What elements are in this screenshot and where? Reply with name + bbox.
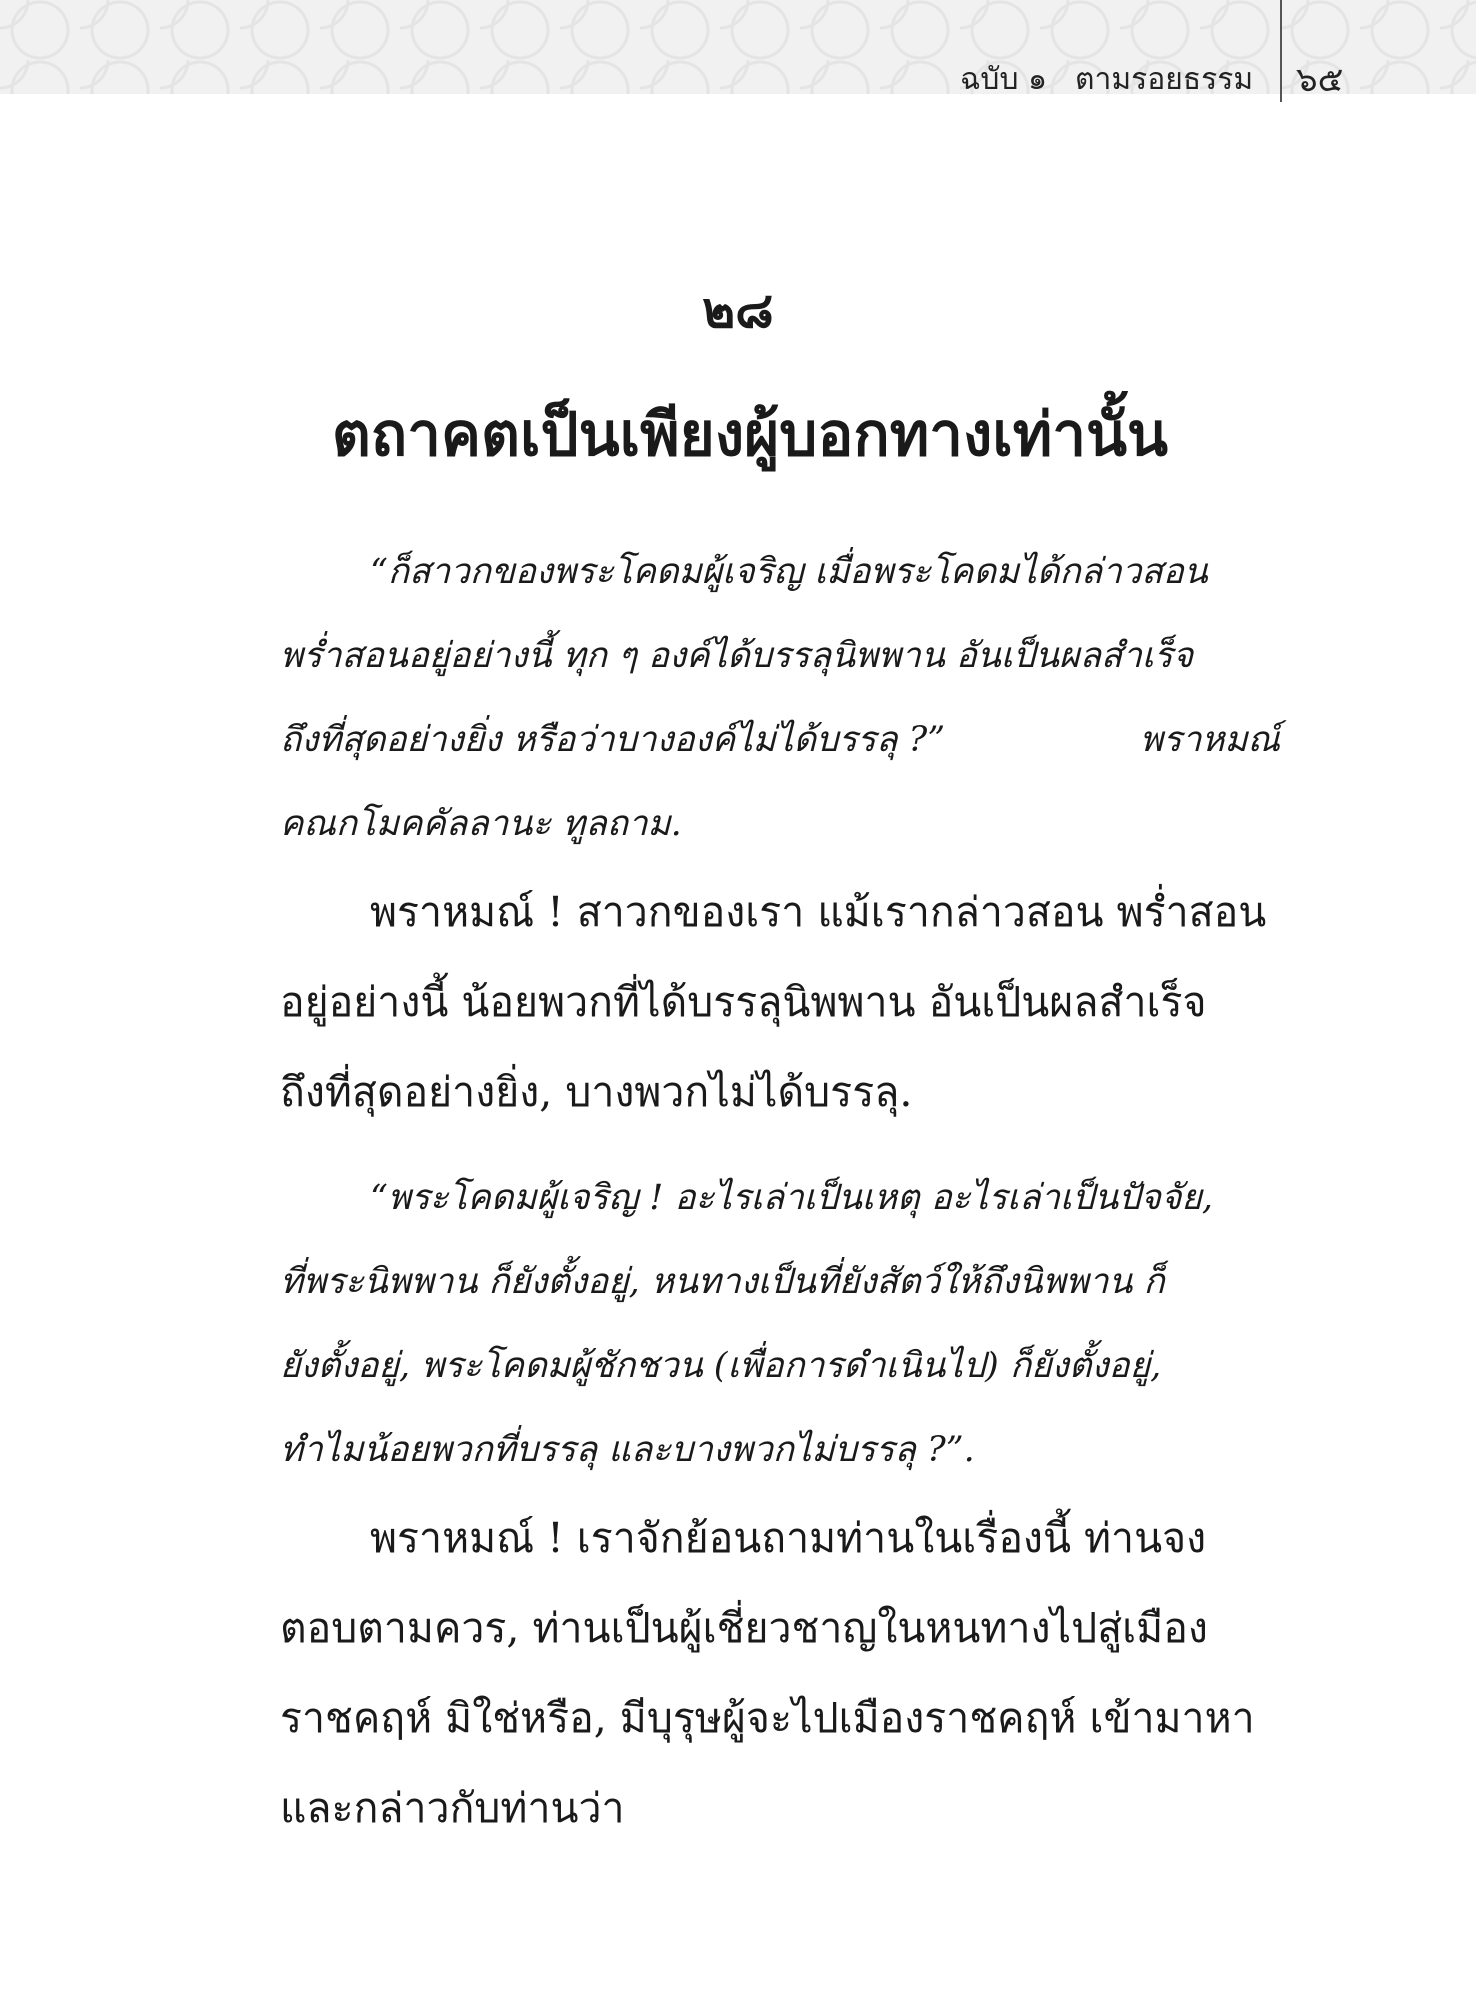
para4-line1: พราหมณ์ ! เราจักย้อนถามท่านในเรื่องนี้ ท่านจง [370,1514,1207,1562]
chapter-number: ๒๘ [702,280,774,339]
para1-line4: คณกโมคคัลลานะ ทูลถาม. [280,804,682,844]
para4-line4: และกล่าวกับท่านว่า [280,1784,625,1832]
para2-line3: ถึงที่สุดอย่างยิ่ง, บางพวกไม่ได้บรรลุ. [280,1068,913,1116]
para2-line2: อยู่อย่างนี้ น้อยพวกที่ได้บรรลุนิพพาน อันเป็นผลสำเร็จ [280,978,1207,1026]
para1-line1: “ก็สาวกของพระโคดมผู้เจริญ เมื่อพระโคดมได้กล่าวสอน [370,552,1208,592]
page-number: ๖๕ [1296,60,1344,100]
para3-line1: “พระโคดมผู้เจริญ ! อะไรเล่าเป็นเหตุ อะไรเล่าเป็นปัจจัย, [370,1178,1214,1218]
para3-line2: ที่พระนิพพาน ก็ยังตั้งอยู่, หนทางเป็นที่ยังสัตว์ให้ถึงนิพพาน ก็ [280,1262,1165,1302]
header-pattern-band [0,0,1476,94]
para1-line3-text: ถึงที่สุดอย่างยิ่ง หรือว่าบางองค์ไม่ได้บรรลุ ?” [280,720,946,760]
para4-line3: ราชคฤห์ มิใช่หรือ, มีบุรุษผู้จะไปเมืองราชคฤห์ เข้ามาหา [280,1694,1255,1742]
para4-line2: ตอบตามควร, ท่านเป็นผู้เชี่ยวชาญในหนทางไปสู่เมือง [280,1604,1208,1652]
chapter-title: ตถาคตเป็นเพียงผู้บอกทางเท่านั้น [331,400,1169,470]
header-issue: ฉบับ ๑ [960,62,1048,97]
para3-line4: ทำไมน้อยพวกที่บรรลุ และบางพวกไม่บรรลุ ?”. [280,1430,975,1470]
para1-line3-tail: พราหมณ์ [1139,720,1280,760]
header-divider [1280,0,1282,102]
para1-line2: พร่ำสอนอยู่อย่างนี้ ทุก ๆ องค์ได้บรรลุนิพพาน อันเป็นผลสำเร็จ [280,636,1194,676]
para3-line3: ยังตั้งอยู่, พระโคดมผู้ชักชวน (เพื่อการดำเนินไป) ก็ยังตั้งอยู่, [280,1346,1162,1386]
para2-line1: พราหมณ์ ! สาวกของเรา แม้เรากล่าวสอน พร่ำสอน [370,888,1267,936]
para1-line3 [280,698,1280,782]
header-series-title: ตามรอยธรรม [1075,62,1254,97]
